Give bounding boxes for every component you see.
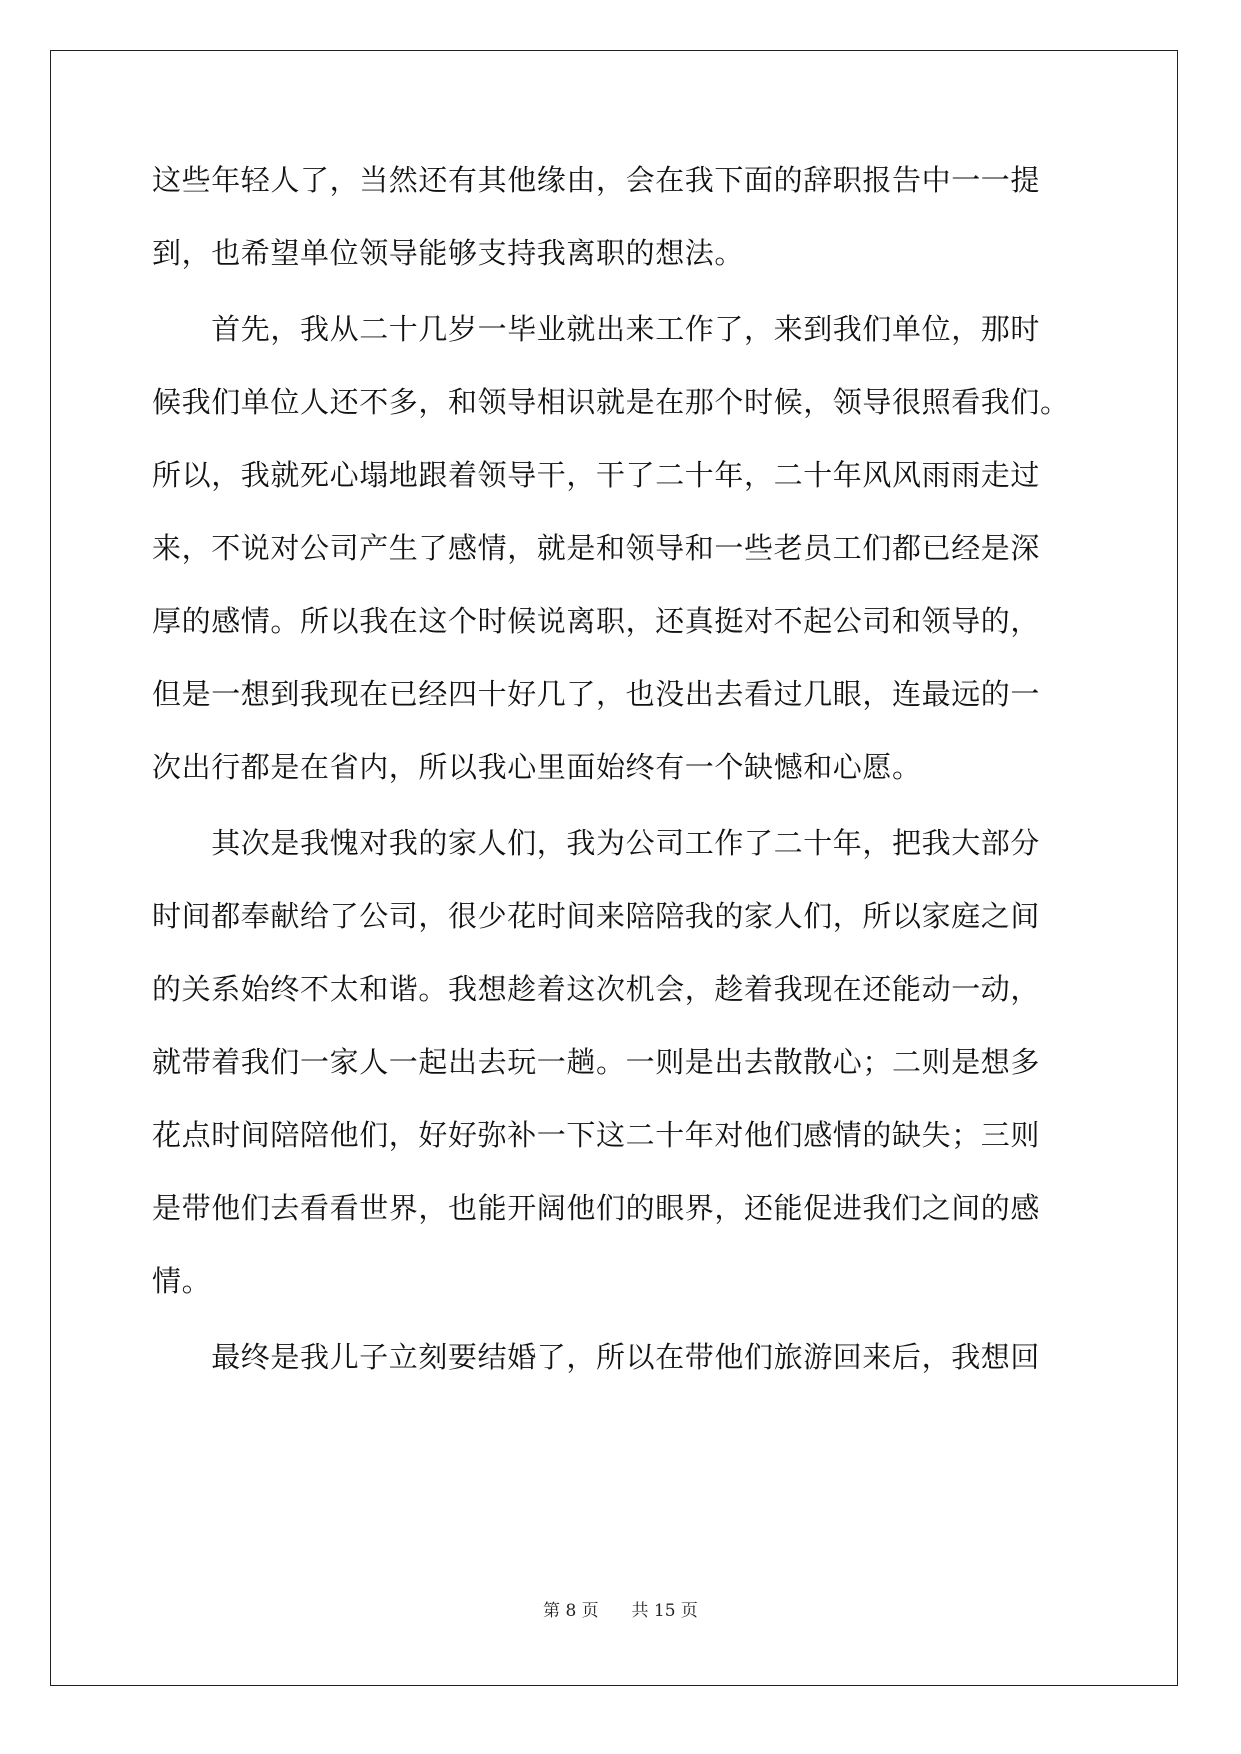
text-line: 所以，我就死心塌地跟着领导干，干了二十年，二十年风风雨雨走过 [152,458,1041,492]
text-line: 来，不说对公司产生了感情，就是和领导和一些老员工们都已经是深 [152,531,1041,565]
text-line: 这些年轻人了，当然还有其他缘由，会在我下面的辞职报告中一一提 [152,163,1041,197]
text-line: 时间都奉献给了公司，很少花时间来陪陪我的家人们，所以家庭之间 [152,899,1041,933]
text-line: 其次是我愧对我的家人们，我为公司工作了二十年，把我大部分 [152,826,1041,860]
page-footer [0,1596,1241,1621]
text-line: 是带他们去看看世界，也能开阔他们的眼界，还能促进我们之间的感 [152,1191,1041,1225]
text-line: 候我们单位人还不多，和领导相识就是在那个时候，领导很照看我们。 [152,385,1070,419]
text-line: 最终是我儿子立刻要结婚了，所以在带他们旅游回来后，我想回 [152,1340,1041,1374]
text-line: 花点时间陪陪他们，好好弥补一下这二十年对他们感情的缺失；三则 [152,1118,1041,1152]
text-line: 情。 [152,1264,212,1298]
text-line: 但是一想到我现在已经四十好几了，也没出去看过几眼，连最远的一 [152,677,1041,711]
page-total: 共 15 页 [631,1601,698,1621]
text-line: 的关系始终不太和谐。我想趁着这次机会，趁着我现在还能动一动， [152,972,1041,1006]
text-line: 就带着我们一家人一起出去玩一趟。一则是出去散散心；二则是想多 [152,1045,1041,1079]
page-frame [50,50,1178,1686]
text-line: 厚的感情。所以我在这个时候说离职，还真挺对不起公司和领导的， [152,604,1041,638]
text-line: 首先，我从二十几岁一毕业就出来工作了，来到我们单位，那时 [152,312,1041,346]
text-line: 到，也希望单位领导能够支持我离职的想法。 [152,236,745,270]
text-line: 次出行都是在省内，所以我心里面始终有一个缺憾和心愿。 [152,750,922,784]
page-number: 第 8 页 [543,1601,599,1621]
